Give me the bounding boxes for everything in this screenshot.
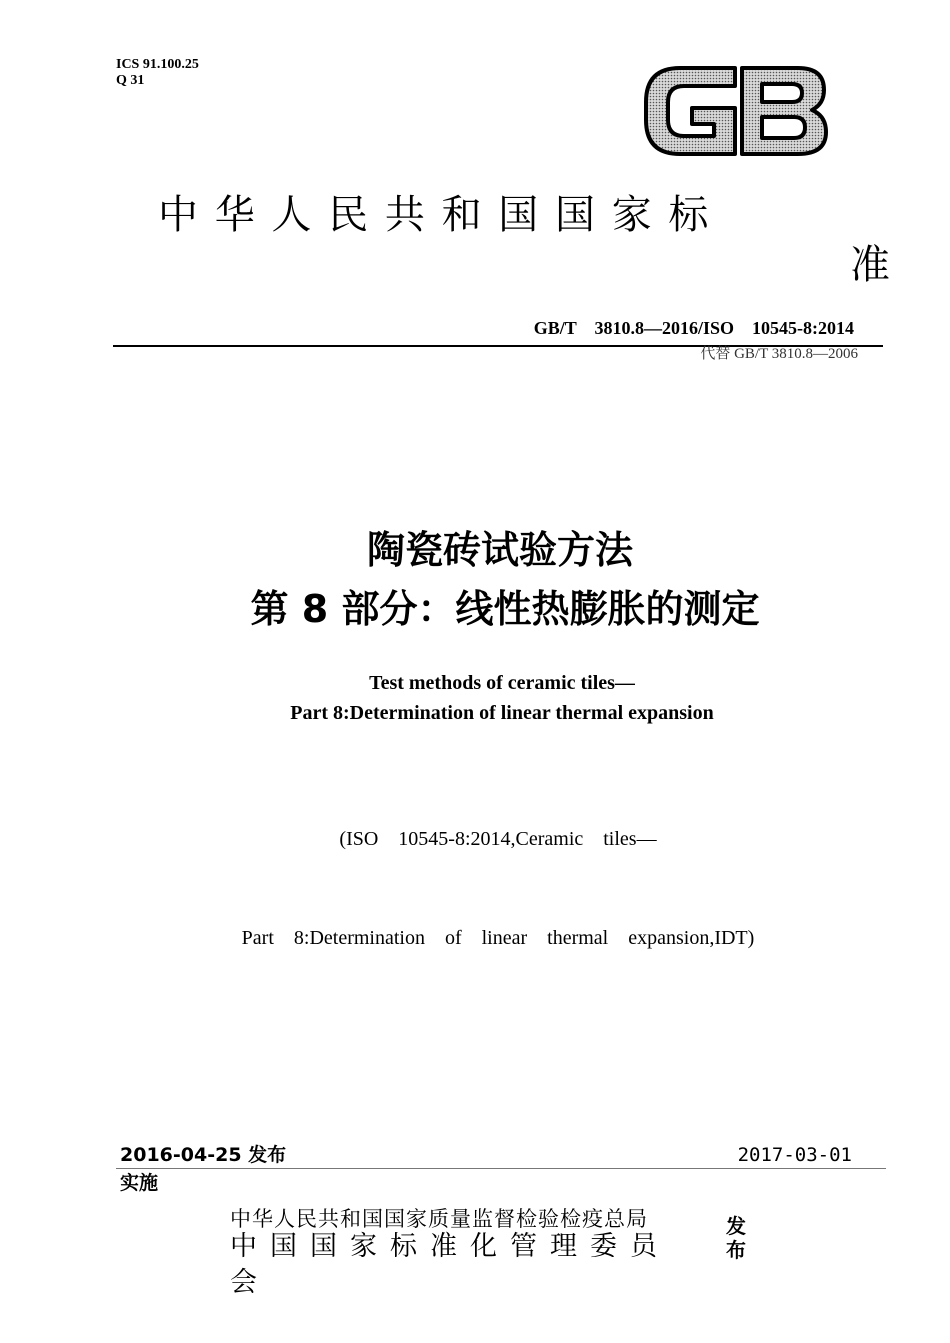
implementation-label: 实施	[120, 1172, 159, 1194]
ccs-code: Q 31	[116, 73, 145, 88]
standard-number: GB/T 3810.8—2016/ISO 10545-8:2014	[533, 318, 854, 338]
issuer-aqsiq: 中华人民共和国国家质量监督检验检疫总局	[230, 1207, 648, 1231]
implementation-date: 2017-03-01	[737, 1144, 852, 1166]
national-standard-title-end: 准	[850, 242, 890, 288]
classification-codes	[116, 57, 199, 89]
footer-divider	[116, 1168, 886, 1169]
chinese-title-line-1: 陶瓷砖试验方法	[366, 528, 633, 572]
issue-date: 2016-04-25 发布	[120, 1144, 287, 1166]
chinese-title-line-2: 第 8 部分：线性热膨胀的测定	[250, 587, 760, 631]
ics-code: ICS 91.100.25	[116, 57, 199, 72]
english-title	[0, 668, 950, 728]
english-title-line-2: Part 8:Determination of linear thermal expansion	[290, 702, 714, 724]
gb-logo	[640, 62, 830, 160]
english-title-line-1: Test methods of ceramic tiles—	[369, 672, 635, 694]
issuer-sac: 中国国家标准化管理委员会	[230, 1231, 670, 1298]
replaces-standard: 代替 GB/T 3810.8—2006	[700, 346, 858, 362]
iso-equivalence-note	[0, 757, 950, 988]
publish-label: 发布	[726, 1214, 746, 1262]
iso-note-line-2: Part 8:Determination of linear thermal expansion,IDT)	[241, 927, 755, 949]
national-standard-title: 中 华 人 民 共 和 国 国 家 标	[158, 192, 711, 238]
iso-note-line-1: (ISO 10545-8:2014,Ceramic tiles—	[339, 828, 657, 850]
gb-logo-graphic	[640, 62, 830, 160]
